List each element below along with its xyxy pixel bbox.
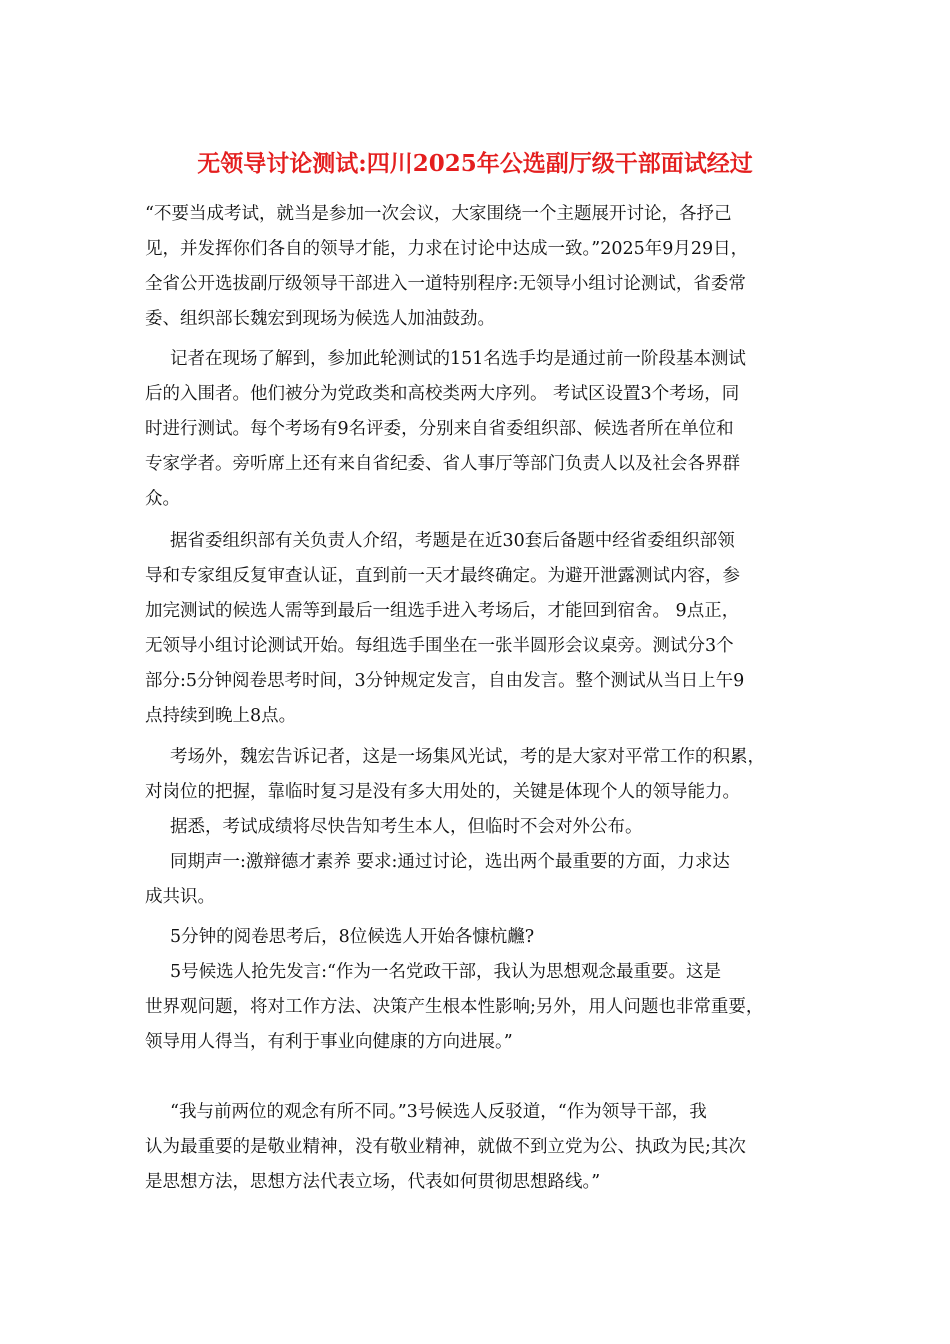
- body-line: 众。: [145, 489, 180, 509]
- body-line: 后的入围者。他们被分为党政类和高校类两大序列。 考试区设置3个考场，同: [145, 384, 740, 404]
- body-line: 5号候选人抢先发言:“作为一名党政干部，我认为思想观念最重要。这是: [170, 962, 721, 982]
- body-line: 见，并发挥你们各自的领导才能，力求在讨论中达成一致。”2025年9月29日，: [145, 239, 749, 259]
- body-line: 记者在现场了解到，参加此轮测试的151名选手均是通过前一阶段基本测试: [170, 349, 746, 369]
- body-line: “不要当成考试，就当是参加一次会议，大家围绕一个主题展开讨论，各抒己: [145, 204, 732, 224]
- body-line: 全省公开选拔副厅级领导干部进入一道特别程序:无领导小组讨论测试，省委常: [145, 274, 746, 294]
- body-line: 据省委组织部有关负责人介绍，考题是在近30套后备题中经省委组织部领: [170, 531, 735, 551]
- body-line: 考场外，魏宏告诉记者，这是一场集风光试，考的是大家对平常工作的积累，: [170, 747, 765, 767]
- body-line: 对岗位的把握，靠临时复习是没有多大用处的，关键是体现个人的领导能力。: [145, 782, 740, 802]
- body-line: 世界观问题，将对工作方法、决策产生根本性影响;另外，用人问题也非常重要，: [145, 997, 764, 1017]
- body-line: 导和专家组反复审查认证，直到前一天才最终确定。为避开泄露测试内容，参: [145, 566, 740, 586]
- body-line: 领导用人得当，有利于事业向健康的方向进展。”: [145, 1032, 513, 1052]
- body-line: 同期声一:激辩德才素养 要求:通过讨论，选出两个最重要的方面，力求达: [170, 852, 730, 872]
- body-line: 无领导小组讨论测试开始。每组选手围坐在一张半圆形会议桌旁。测试分3个: [145, 636, 734, 656]
- document-title: 无领导讨论测试:四川2025年公选副厅级干部面试经过: [197, 150, 753, 177]
- body-line: 据悉，考试成绩将尽快告知考生本人，但临时不会对外公布。: [170, 817, 643, 837]
- body-line: 成共识。: [145, 887, 215, 907]
- body-line: 是思想方法，思想方法代表立场，代表如何贯彻思想路线。”: [145, 1172, 601, 1192]
- body-line: 5分钟的阅卷思考后，8位候选人开始各慷杭虪?: [170, 927, 535, 947]
- body-line: “我与前两位的观念有所不同。”3号候选人反驳道，“作为领导干部，我: [170, 1102, 707, 1122]
- body-line: 部分:5分钟阅卷思考时间，3分钟规定发言，自由发言。整个测试从当日上午9: [145, 671, 745, 691]
- body-line: 委、组织部长魏宏到现场为候选人加油鼓劲。: [145, 309, 495, 329]
- body-line: 专家学者。旁听席上还有来自省纪委、省人事厅等部门负责人以及社会各界群: [145, 454, 740, 474]
- body-line: 加完测试的候选人需等到最后一组选手进入考场后，才能回到宿舍。 9点正，: [145, 601, 740, 621]
- body-line: 点持续到晚上8点。: [145, 706, 297, 726]
- body-line: 时进行测试。每个考场有9名评委，分别来自省委组织部、候选者所在单位和: [145, 419, 734, 439]
- body-line: 认为最重要的是敬业精神，没有敬业精神，就做不到立党为公、执政为民;其次: [145, 1137, 746, 1157]
